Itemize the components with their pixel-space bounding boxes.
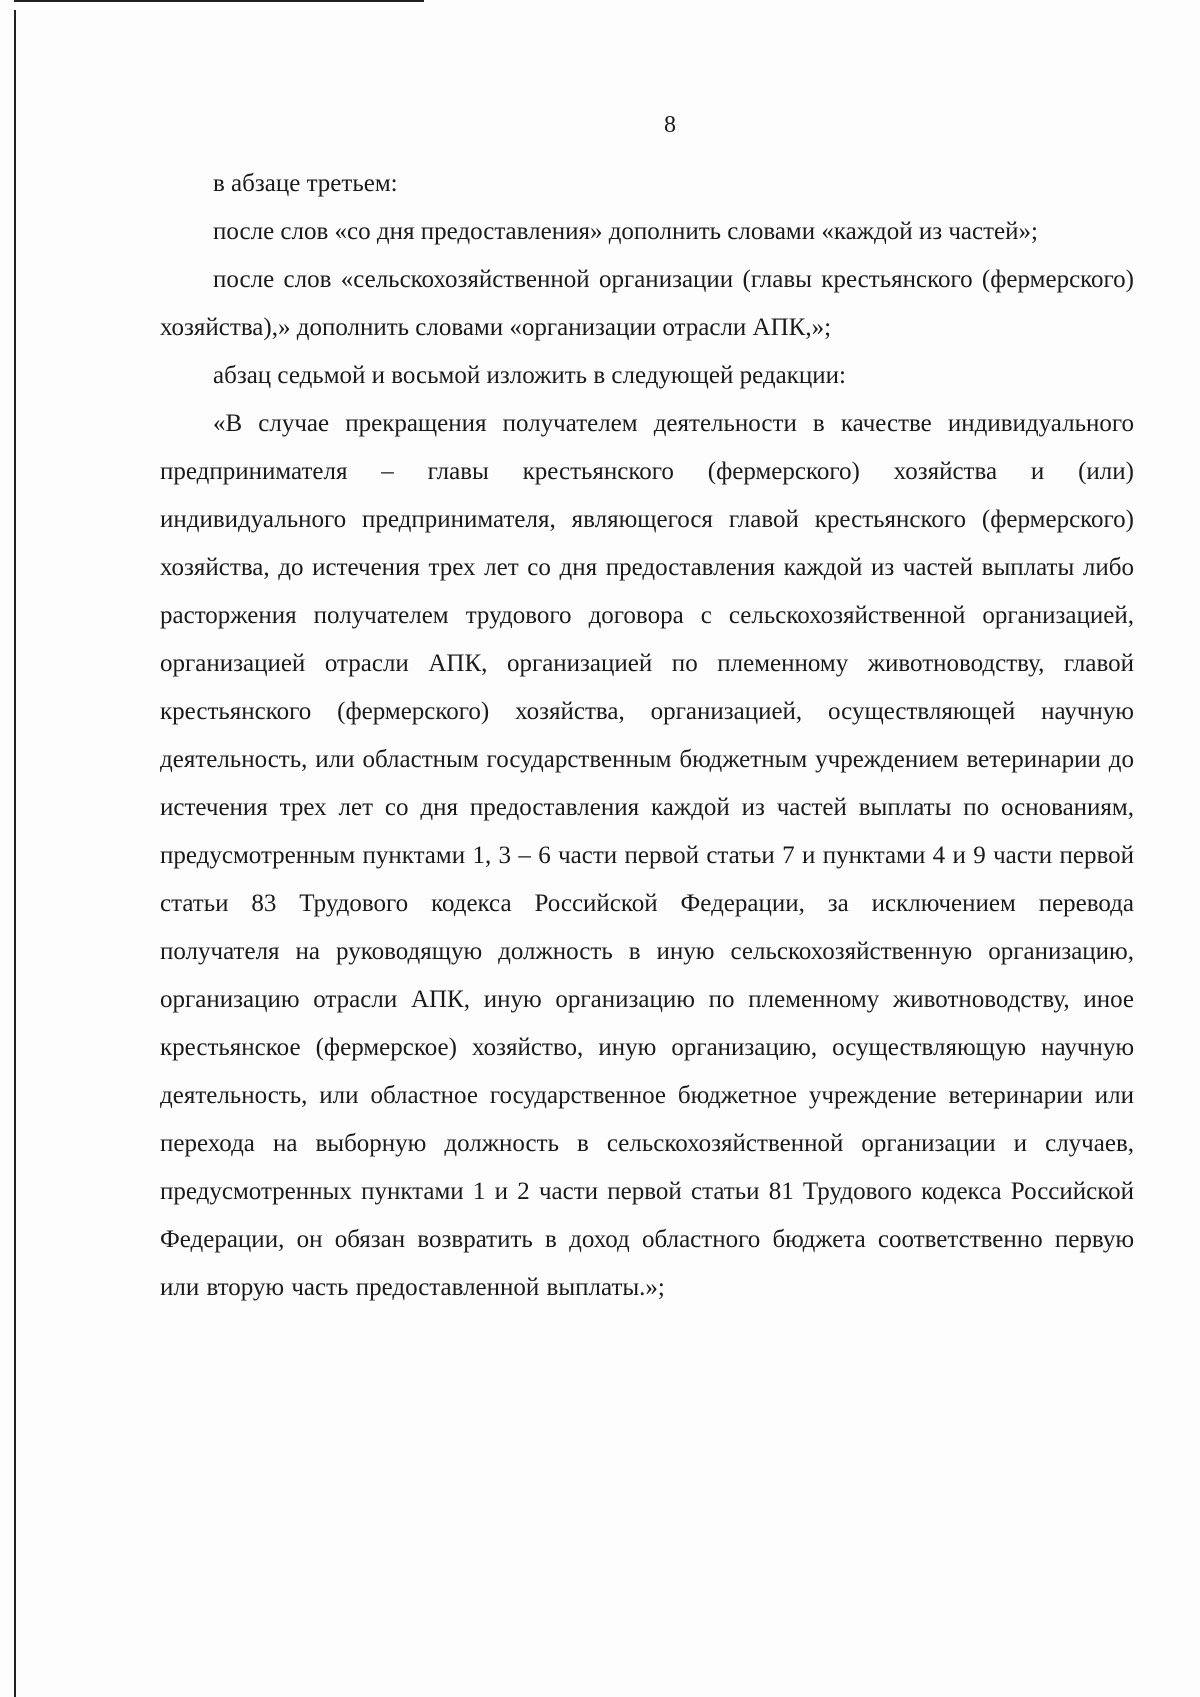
paragraph-amendment-3: абзац седьмой и восьмой изложить в следующей редакции: bbox=[213, 362, 846, 389]
paragraph-amendment-location: в абзаце третьем: bbox=[213, 170, 398, 197]
page-number: 8 bbox=[664, 112, 676, 138]
paragraph-amendment-1: после слов «со дня предоставления» дополнить словами «каждой из частей»; bbox=[213, 218, 1038, 245]
scan-border-top bbox=[14, 0, 424, 2]
paragraph-amendment-2: после слов «сельскохозяйственной организации (главы крестьянского (фермерского) хозяйства),» дополнить словами «организации отрасли АПК,»; bbox=[160, 266, 1134, 341]
document-body bbox=[160, 160, 1134, 1312]
scan-border-left bbox=[14, 10, 16, 1697]
quoted-new-wording: «В случае прекращения получателем деятельности в качестве индивидуального предпринимателя – главы крестьянского (фермерского) хозяйства и (или) индивидуального предпринимателя, являющегося главой крестьянского (фермерского) хозяйства, до истечения трех лет со дня предоставления каждой из частей выплаты либо расторжения получателем трудового договора с сельскохозяйственной организацией, организацией отрасли АПК, организацией по племенному животноводству, главой крестьянского (фермерского) хозяйства, организацией, осуществляющей научную деятельность, или областным государственным бюджетным учреждением ветеринарии до истечения трех лет со дня предоставления каждой из частей выплаты по основаниям, предусмотренным пунктами 1, 3 – 6 части первой статьи 7 и пунктами 4 и 9 части первой статьи 83 Трудового кодекса Российской Федерации, за исключением перевода получателя на руководящую должность в иную сельскохозяйственную организацию, организацию отрасли АПК, иную организацию по племенному животноводству, иное крестьянское (фермерское) хозяйство, иную организацию, осуществляющую научную деятельность, или областное государственное бюджетное учреждение ветеринарии или перехода на выборную должность в сельскохозяйственной организации и случаев, предусмотренных пунктами 1 и 2 части первой статьи 81 Трудового кодекса Российской Федерации, он обязан возвратить в доход областного бюджета соответственно первую или вторую часть предоставленной выплаты.»; bbox=[160, 410, 1134, 1301]
